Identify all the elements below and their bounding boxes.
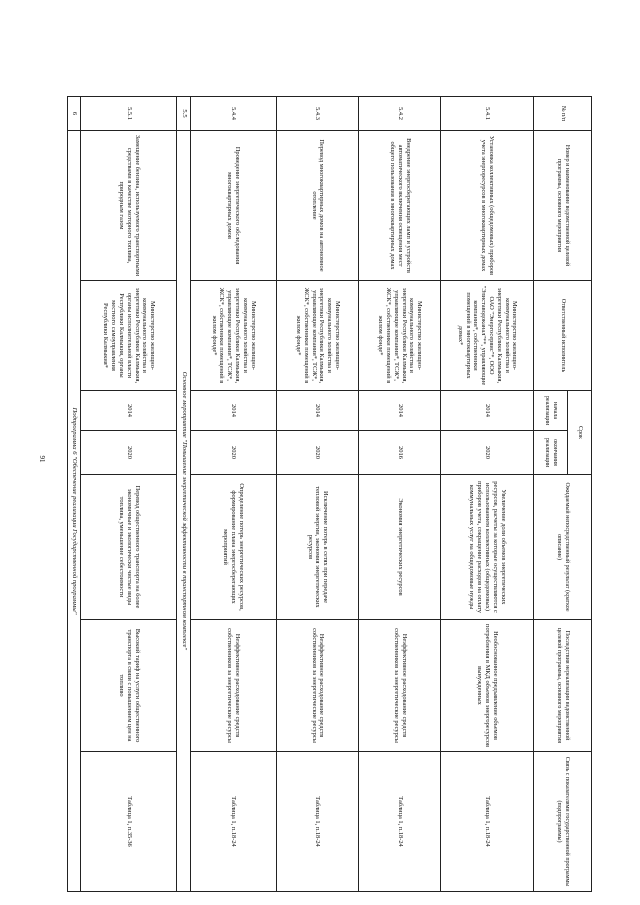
program-table [67, 96, 592, 892]
row-executor: Министерство жилищно-коммунального хозяйства и энергетики Республики Калмыкия, управляющие компании*, ТСЖ*, ЖСК*, собственники помещений в жилом фонде* [190, 281, 276, 391]
section-title: Подпрограмма 6 "Обеспечение реализации Государственной программы" [68, 131, 81, 892]
header-consequences: Последствия нереализации ведомственной целевой программы, основного мероприятия [533, 620, 591, 752]
header-term: Срок [567, 391, 591, 475]
row-link: Таблица 1, п.18-24 [190, 752, 276, 892]
row-num: 5.4.4 [190, 97, 276, 131]
row-result: Увеличение доли объемов энергетических ресурсов, расчеты за которые осуществляются с использованием коллективных (общедомовых) приборов учета, сокращение расходов на оплату коммунальных услуг на общедомовые нужды [441, 475, 533, 620]
row-end: 2020 [190, 431, 276, 475]
header-term-end: окончания реализации [533, 431, 567, 475]
row-num: 5.4.1 [441, 97, 533, 131]
row-end: 2020 [276, 431, 358, 475]
table-row [441, 97, 533, 892]
row-start: 2014 [276, 391, 358, 431]
section-title: Основное мероприятие "Повышение энергетической эффективности в транспортном комплексе" [177, 131, 190, 892]
row-num: 5.5.1 [81, 97, 177, 131]
table-row [190, 97, 276, 892]
table-row [81, 97, 177, 892]
row-executor: Министерство жилищно-коммунального хозяйства и энергетики Республики Калмыкия, управляющие компании*, ТСЖ*, ЖСК*, собственники помещений в жилом фонде* [276, 281, 358, 391]
row-start: 2014 [81, 391, 177, 431]
row-result: Экономия энергетических ресурсов [359, 475, 441, 620]
table-row [276, 97, 358, 892]
row-executor: Министерство жилищно-коммунального хозяйства и энергетики Республики Калмыкия, ОАО "Энергосервис"*, ООО "Элиставодоканал"**, управляющие компании*, собственники помещений в многоквартирных домах* [441, 281, 533, 391]
header-num: № п/п [533, 97, 591, 131]
row-result: Исключение потерь в сетях при передаче тепловой энергии, экономия энергетических ресурсов [276, 475, 358, 620]
section-num: 6 [68, 97, 81, 131]
row-consequences: Высокий тариф на услуги общественного транспорта в связи с повышением цен на топливо [81, 620, 177, 752]
row-result: Перевод общественного транспорта на более экономичные и экологически чистые виды топлива, уменьшение себестоимости [81, 475, 177, 620]
row-name: Внедрение энергосберегающих ламп и устройств автоматического включения освещения мест общего пользования в многоквартирных домах [359, 131, 441, 281]
section-num: 5.5 [177, 97, 190, 131]
table-row [359, 97, 441, 892]
row-consequences: Неэффективное расходование средств собственников за энергетические ресурсы [190, 620, 276, 752]
row-num: 5.4.3 [276, 97, 358, 131]
row-consequences: Необоснованное предъявление объемов потребления в МКД объемов энергоресурсов вынужденных [441, 620, 533, 752]
section-row [68, 97, 81, 892]
header-term-start: начала реализации [533, 391, 567, 431]
row-consequences: Неэффективное расходование средств собственников за энергетические ресурсы [359, 620, 441, 752]
row-end: 2016 [359, 431, 441, 475]
row-end: 2020 [81, 431, 177, 475]
row-name: Проведение энергетического обследования многоквартирных домов [190, 131, 276, 281]
row-end: 2020 [441, 431, 533, 475]
row-start: 2014 [190, 391, 276, 431]
row-link: Таблица 1, п.18-24 [276, 752, 358, 892]
row-num: 5.4.2 [359, 97, 441, 131]
row-link: Таблица 1, п.18-24 [359, 752, 441, 892]
header-name: Номер и наименование ведомственной целевой программы, основного мероприятия [533, 131, 591, 281]
rotated-page [67, 96, 592, 891]
row-link: Таблица 1, п.18-24 [441, 752, 533, 892]
row-executor: Министерство жилищно-коммунального хозяйства и энергетики Республики Калмыкия, органы исполнительной власти Республики Калмыкия, органы местного самоуправления Республики Калмыкия* [81, 281, 177, 391]
page-number: 91 [38, 455, 46, 463]
row-name: Замещение бензина, используемого транспортными средствами в качестве моторного топлива, природным газом [81, 131, 177, 281]
row-name: Перевод многоквартирных домов на автономное отопление [276, 131, 358, 281]
section-row [177, 97, 190, 892]
row-start: 2014 [441, 391, 533, 431]
header-link: Связь с показателями государственной программы (подпрограммы) [533, 752, 591, 892]
row-start: 2014 [359, 391, 441, 431]
header-result: Ожидаемый непосредственный результат (краткое описание) [533, 475, 591, 620]
row-consequences: Неэффективное расходование средств собственников за энергетические ресурсы [276, 620, 358, 752]
row-link: Таблица 1, п.35-36 [81, 752, 177, 892]
row-result: Определение потерь энергетических ресурсов, формирование плана энергосберегающих мероприятий [190, 475, 276, 620]
header-row [567, 97, 591, 892]
header-executor: Ответственный исполнитель [533, 281, 591, 391]
row-name: Установка коллективных (общедомовых) приборов учета энергоресурсов в многоквартирных домах [441, 131, 533, 281]
row-executor: Министерство жилищно-коммунального хозяйства и энергетики Республики Калмыкия, управляющие компании*, ТСЖ*, ЖСК*, собственники помещений в жилом фонде* [359, 281, 441, 391]
